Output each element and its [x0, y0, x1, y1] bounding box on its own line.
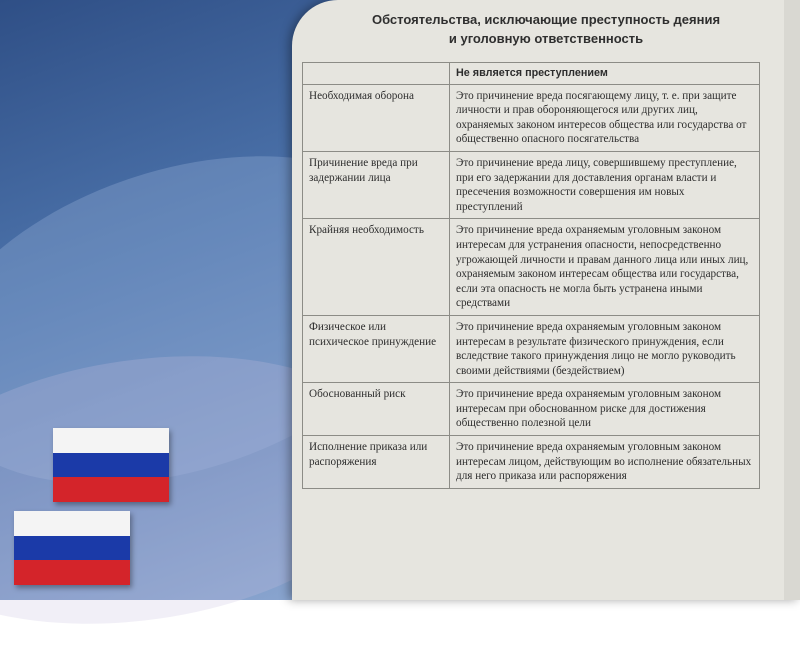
- row-name: Необходимая оборона: [303, 84, 450, 151]
- circumstances-table: [302, 62, 760, 489]
- title-line: и уголовную ответственность: [448, 31, 644, 46]
- row-name: Физическое или психическое принуждение: [303, 315, 450, 382]
- row-name: Крайняя необходимость: [303, 219, 450, 316]
- table-row: [303, 84, 760, 151]
- table-row: [303, 383, 760, 436]
- document-page: [292, 0, 800, 600]
- table-header: Не является преступлением: [450, 63, 760, 85]
- table-row: [303, 436, 760, 489]
- page-edge: [784, 0, 800, 600]
- table-header-empty: [303, 63, 450, 85]
- table-row: [303, 315, 760, 382]
- row-description: Это причинение вреда охраняемым уголовным законом интересам в результате физического принуждения, если вследствие такого принуждения лицо не могло руководить своими действиями (бездействием): [450, 315, 760, 382]
- row-description: Это причинение вреда охраняемым уголовным законом интересам для устранения опасности, непосредственно угрожающей личности и правам данного лица или иных лиц, охраняемым законом интересам общества или государства, если эта опасность не могла быть устранена иными средствами: [450, 219, 760, 316]
- table-row: [303, 151, 760, 218]
- russian-flag-icon: [53, 428, 169, 502]
- row-description: Это причинение вреда посягающему лицу, т. е. при защите личности и прав обороняющегося или других лиц, охраняемых законом интересов общества или государства от общественно опасного посягательства: [450, 84, 760, 151]
- title-line: Обстоятельства, исключающие преступность деяния: [371, 12, 721, 27]
- row-description: Это причинение вреда охраняемым уголовным законом интересам при обоснованном риске для достижения общественно полезной цели: [450, 383, 760, 436]
- row-name: Причинение вреда при задержании лица: [303, 151, 450, 218]
- russian-flag-icon: [14, 511, 130, 585]
- row-description: Это причинение вреда охраняемым уголовным законом интересам лицом, действующим во исполнение обязательных для него приказа или распоряжения: [450, 436, 760, 489]
- row-description: Это причинение вреда лицу, совершившему преступление, при его задержании для доставления органам власти и пресечения возможности совершения им новых преступлений: [450, 151, 760, 218]
- document-title: [292, 10, 800, 48]
- row-name: Исполнение приказа или распоряжения: [303, 436, 450, 489]
- table-row: [303, 219, 760, 316]
- table-header-row: [303, 63, 760, 85]
- row-name: Обоснованный риск: [303, 383, 450, 436]
